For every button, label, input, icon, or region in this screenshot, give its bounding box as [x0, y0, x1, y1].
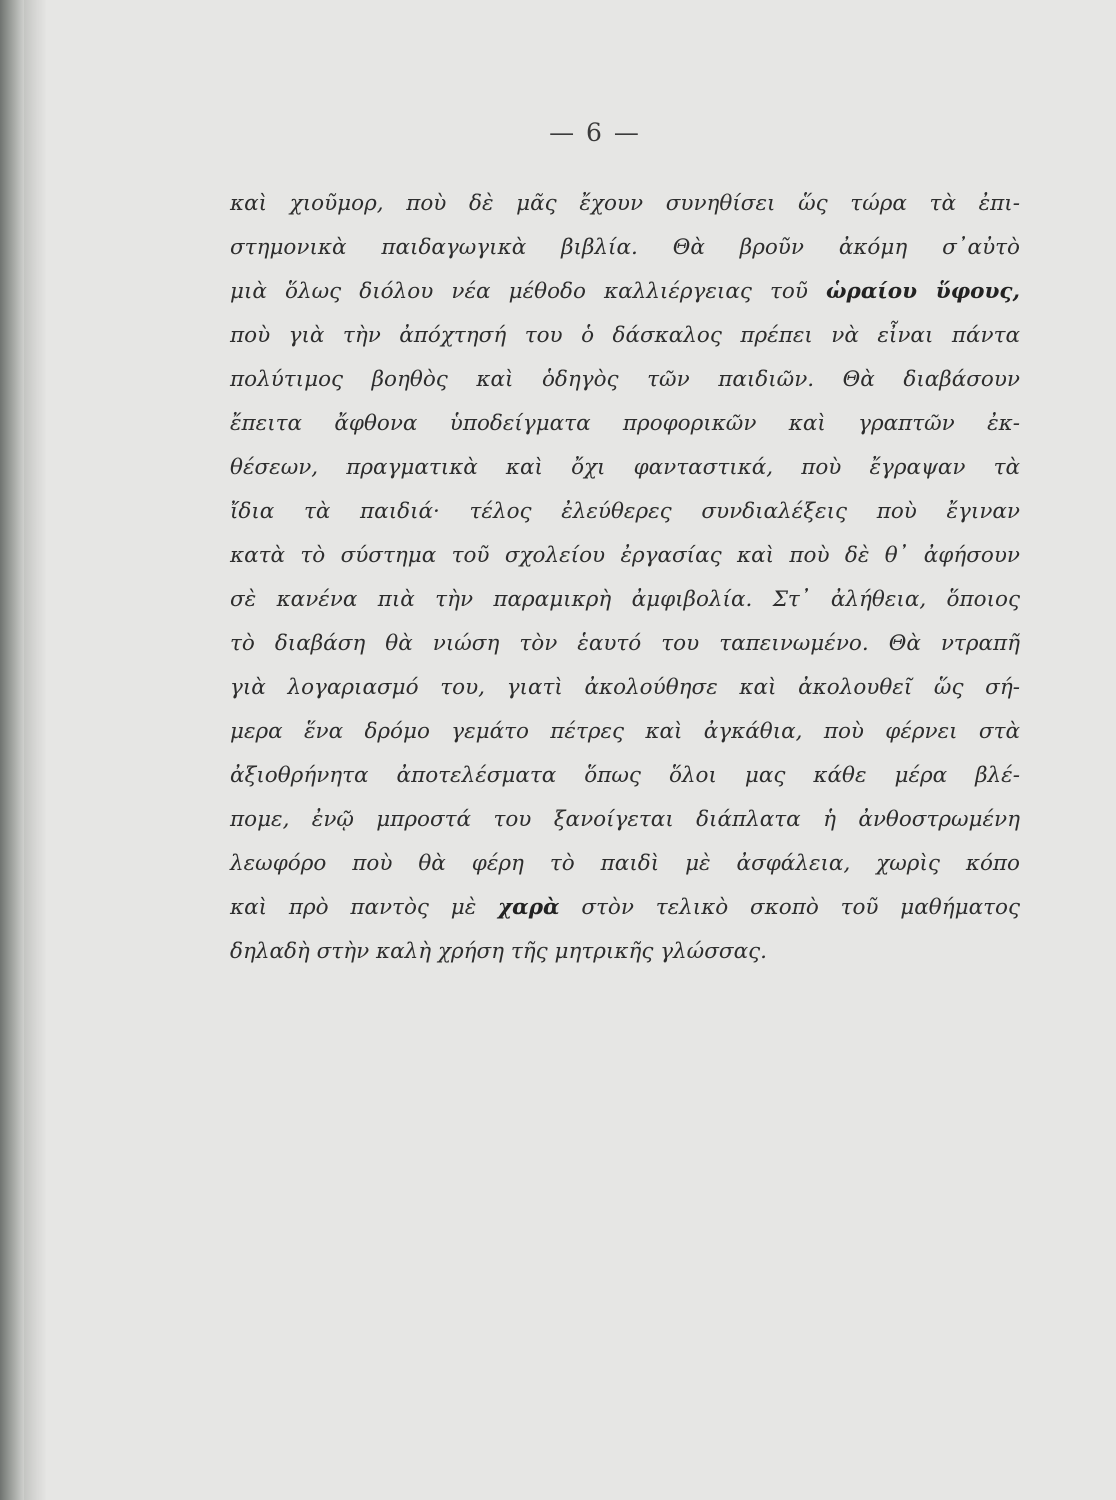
text-line-17-end: στὸν τελικὸ σκοπὸ τοῦ μαθήματος [559, 895, 1020, 920]
text-line-3 [230, 270, 1020, 314]
text-line-14: ἀξιοθρήνητα ἀποτελέσματα ὅπως ὅλοι μας κάθε μέρα βλέ- [230, 763, 1020, 788]
body-text [230, 182, 1020, 974]
text-line-15: πομε, ἐνῷ μπροστά του ξανοίγεται διάπλατα ἡ ἀνθοστρωμένη [230, 807, 1020, 832]
text-line-3-start: μιὰ ὅλως διόλου νέα μέθοδο καλλιέργειας τοῦ [230, 279, 827, 304]
text-line-1: καὶ χιοῦμορ, ποὺ δὲ μᾶς ἔχουν συνηθίσει ὥς τώρα τὰ ἐπι- [230, 191, 1020, 216]
text-line-4: ποὺ γιὰ τὴν ἀπόχτησή του ὁ δάσκαλος πρέπει νὰ εἶναι πάντα [230, 323, 1020, 348]
binding-edge [0, 0, 24, 1500]
text-line-5: πολύτιμος βοηθὸς καὶ ὁδηγὸς τῶν παιδιῶν. Θὰ διαβάσουν [230, 367, 1020, 392]
binding-shadow [24, 0, 46, 1500]
text-line-9: κατὰ τὸ σύστημα τοῦ σχολείου ἐργασίας καὶ ποὺ δὲ θ᾽ ἀφήσουν [230, 543, 1020, 568]
emphasis-fine-style: ὡραίου ὕφους, [826, 279, 1020, 304]
emphasis-joy: χαρὰ [498, 895, 560, 920]
text-line-11: τὸ διαβάση θὰ νιώση τὸν ἑαυτό του ταπεινωμένο. Θὰ ντραπῆ [230, 631, 1020, 656]
text-line-12: γιὰ λογαριασμό του, γιατὶ ἀκολούθησε καὶ ἀκολουθεῖ ὥς σή- [230, 675, 1020, 700]
text-line-16: λεωφόρο ποὺ θὰ φέρη τὸ παιδὶ μὲ ἀσφάλεια, χωρὶς κόπο [230, 851, 1020, 876]
text-line-7: θέσεων, πραγματικὰ καὶ ὄχι φανταστικά, ποὺ ἔγραψαν τὰ [230, 455, 1020, 480]
text-line-17-start: καὶ πρὸ παντὸς μὲ [230, 895, 499, 920]
text-line-18: δηλαδὴ στὴν καλὴ χρήση τῆς μητρικῆς γλώσσας. [230, 939, 767, 964]
text-line-6: ἔπειτα ἄφθονα ὑποδείγματα προφορικῶν καὶ γραπτῶν ἐκ- [230, 411, 1020, 436]
page-number: — 6 — [549, 118, 641, 147]
text-line-13: μερα ἕνα δρόμο γεμάτο πέτρες καὶ ἀγκάθια, ποὺ φέρνει στὰ [230, 719, 1020, 744]
text-line-10: σὲ κανένα πιὰ τὴν παραμικρὴ ἀμφιβολία. Στ᾽ ἀλήθεια, ὅποιος [230, 587, 1020, 612]
text-line-2: στημονικὰ παιδαγωγικὰ βιβλία. Θὰ βροῦν ἀκόμη σ᾽αὐτὸ [230, 235, 1020, 260]
text-line-17 [230, 886, 1020, 930]
text-line-8: ἴδια τὰ παιδιά· τέλος ἐλεύθερες συνδιαλέξεις ποὺ ἔγιναν [230, 499, 1020, 524]
